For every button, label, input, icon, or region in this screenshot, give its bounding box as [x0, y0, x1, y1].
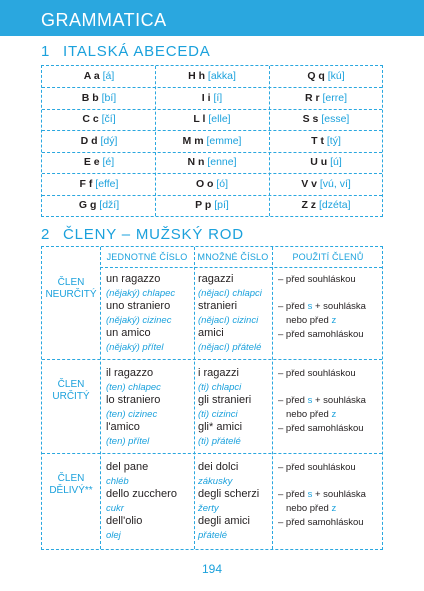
pronunciation: [elle]	[208, 113, 231, 125]
czech-translation: (ti) cizinci	[198, 408, 238, 420]
grid-divider	[42, 130, 382, 131]
grid-divider	[100, 267, 382, 268]
pronunciation: [í]	[213, 91, 223, 104]
letter: I i	[201, 91, 211, 104]
czech-translation: chléb	[106, 475, 129, 487]
grid-divider	[42, 453, 382, 454]
usage-text: nebo před	[286, 315, 332, 326]
letter: U u	[310, 156, 328, 168]
pronunciation: [enne]	[207, 156, 237, 168]
usage-line	[278, 300, 366, 314]
alphabet-cell	[157, 113, 267, 125]
czech-translation: (nějací) cizinci	[198, 314, 259, 326]
usage-line	[278, 488, 366, 502]
alphabet-cell	[271, 135, 381, 147]
alphabet-cell	[271, 113, 381, 125]
letter: N n	[187, 156, 205, 168]
row-label-definite	[42, 379, 100, 403]
usage-letter: z	[331, 409, 337, 420]
section-heading: ČLENY – MUŽSKÝ ROD	[63, 226, 244, 243]
row-label-line: ČLEN	[57, 379, 85, 390]
czech-translation: zákusky	[198, 475, 233, 487]
czech-translation: (nějací) chlapci	[198, 287, 262, 299]
section-number: 2	[41, 226, 51, 243]
alphabet-cell	[44, 92, 154, 104]
alphabet-cell	[157, 178, 267, 190]
pronunciation: [erre]	[322, 91, 348, 104]
italian-phrase: del pane	[106, 461, 149, 473]
usage-line: – před samohláskou	[278, 329, 364, 340]
alphabet-cell	[44, 199, 154, 211]
letter: H h	[188, 70, 205, 82]
header-usage: POUŽITÍ ČLENŮ	[292, 252, 364, 262]
alphabet-cell	[157, 92, 267, 104]
section-heading: ITALSKÁ ABECEDA	[63, 43, 211, 60]
italian-phrase: un ragazzo	[106, 273, 161, 285]
usage-line: – před souhláskou	[278, 462, 356, 473]
row-label-line: ČLEN	[57, 473, 85, 484]
section-title-articles	[41, 226, 244, 243]
usage-letter: s	[307, 489, 313, 500]
grid-divider	[269, 66, 270, 216]
letter: O o	[195, 177, 214, 190]
italian-phrase: lo straniero	[106, 394, 161, 406]
pronunciation: [pí]	[214, 199, 229, 211]
czech-translation: (nějací) přátelé	[198, 341, 262, 353]
usage-text: nebo před	[286, 503, 332, 514]
grid-divider	[100, 247, 101, 549]
letter: T t	[311, 134, 324, 147]
italian-phrase: dei dolci	[198, 461, 239, 473]
pronunciation: [kú]	[327, 70, 345, 82]
pronunciation: [tý]	[326, 134, 341, 147]
letter: G g	[78, 199, 97, 211]
alphabet-cell	[271, 156, 381, 168]
usage-cell	[278, 367, 366, 436]
plural-cell	[198, 461, 259, 542]
italian-phrase: uno straniero	[106, 300, 171, 312]
pronunciation: [dý]	[100, 134, 118, 147]
grid-divider	[155, 66, 156, 216]
letter: E e	[83, 156, 100, 168]
plural-cell	[198, 273, 262, 354]
usage-text: – před	[278, 395, 308, 406]
row-label-line: NEURČITÝ	[45, 289, 97, 300]
singular-cell	[106, 461, 177, 542]
usage-letter: z	[331, 315, 337, 326]
pronunciation: [ú]	[330, 156, 342, 168]
usage-line: – před samohláskou	[278, 423, 364, 434]
czech-translation: olej	[106, 529, 121, 541]
singular-cell	[106, 273, 175, 354]
czech-translation: (nějaký) chlapec	[106, 287, 176, 299]
alphabet-cell	[271, 178, 381, 190]
italian-phrase: l'amico	[106, 421, 140, 433]
pronunciation: [vú, ví]	[319, 177, 351, 190]
usage-text: nebo před	[286, 409, 332, 420]
grid-divider	[194, 247, 195, 549]
pronunciation: [ó]	[216, 177, 229, 190]
section-number: 1	[41, 43, 51, 60]
articles-table	[41, 246, 383, 550]
alphabet-cell	[44, 178, 154, 190]
usage-line	[278, 408, 366, 422]
letter: Z z	[301, 199, 317, 211]
pronunciation: [dží]	[99, 199, 120, 211]
usage-text: – před	[278, 301, 308, 312]
czech-translation: žerty	[198, 502, 219, 514]
italian-phrase: degli scherzi	[198, 488, 260, 500]
grid-divider	[42, 87, 382, 88]
italian-phrase: amici	[198, 327, 224, 339]
alphabet-cell	[44, 113, 154, 125]
usage-cell	[278, 273, 366, 342]
letter: S s	[302, 113, 319, 125]
letter: R r	[304, 91, 320, 104]
czech-translation: (ten) chlapec	[106, 381, 161, 393]
row-label-line: DĚLIVÝ**	[49, 485, 93, 496]
usage-letter: z	[331, 503, 337, 514]
alphabet-cell	[44, 156, 154, 168]
plural-cell	[198, 367, 251, 448]
italian-phrase: gli stranieri	[198, 394, 252, 406]
usage-text: + souhláska	[312, 301, 366, 312]
singular-cell	[106, 367, 161, 448]
pronunciation: [akka]	[207, 70, 236, 82]
alphabet-cell	[157, 135, 267, 147]
alphabet-cell	[44, 70, 154, 82]
usage-line	[278, 394, 366, 408]
row-label-partitive	[42, 473, 100, 497]
italian-phrase: degli amici	[198, 515, 250, 527]
czech-translation: (ti) přátelé	[198, 435, 241, 447]
italian-phrase: un amico	[106, 327, 151, 339]
row-label-line: URČITÝ	[52, 391, 90, 402]
czech-translation: (ten) přítel	[106, 435, 150, 447]
italian-phrase: ragazzi	[198, 273, 234, 285]
czech-translation: přátelé	[198, 529, 228, 541]
usage-text: + souhláska	[312, 395, 366, 406]
czech-translation: (ten) cizinec	[106, 408, 158, 420]
italian-phrase: gli* amici	[198, 421, 243, 433]
usage-text: – před	[278, 489, 308, 500]
grid-divider	[42, 152, 382, 153]
italian-phrase: i ragazzi	[198, 367, 239, 379]
letter: M m	[182, 134, 204, 147]
alphabet-cell	[271, 199, 381, 211]
header-plural: MNOŽNÉ ČÍSLO	[197, 252, 269, 262]
czech-translation: (nějaký) přítel	[106, 341, 164, 353]
italian-phrase: dello zucchero	[106, 488, 177, 500]
alphabet-cell	[271, 92, 381, 104]
alphabet-table	[41, 65, 383, 217]
usage-cell	[278, 461, 366, 530]
alphabet-cell	[44, 135, 154, 147]
alphabet-cell	[271, 70, 381, 82]
row-label-line: ČLEN	[57, 277, 85, 288]
header-bar	[0, 0, 424, 36]
usage-letter: s	[307, 301, 313, 312]
row-label-indefinite	[42, 277, 100, 301]
grid-divider	[42, 109, 382, 110]
letter: L l	[193, 113, 206, 125]
letter: F f	[79, 177, 93, 190]
grid-divider	[42, 359, 382, 360]
pronunciation: [dzéta]	[318, 199, 351, 211]
alphabet-cell	[157, 199, 267, 211]
usage-line	[278, 314, 366, 328]
pronunciation: [bí]	[101, 91, 117, 104]
czech-translation: (ti) chlapci	[198, 381, 242, 393]
czech-translation: cukr	[106, 502, 124, 514]
pronunciation: [á]	[102, 70, 115, 82]
usage-line: – před souhláskou	[278, 368, 356, 379]
letter: C c	[82, 113, 99, 125]
letter: D d	[80, 134, 98, 147]
letter: V v	[301, 177, 317, 190]
letter: A a	[83, 70, 100, 82]
pronunciation: [esse]	[321, 113, 350, 125]
header-singular: JEDNOTNÉ ČÍSLO	[106, 252, 188, 262]
italian-phrase: dell'olio	[106, 515, 143, 527]
section-title-alphabet	[41, 43, 211, 60]
usage-line: – před samohláskou	[278, 517, 364, 528]
usage-line	[278, 502, 366, 516]
alphabet-cell	[157, 70, 267, 82]
usage-letter: s	[307, 395, 313, 406]
czech-translation: (nějaký) cizinec	[106, 314, 172, 326]
page-number: 194	[201, 562, 223, 576]
italian-phrase: il ragazzo	[106, 367, 154, 379]
usage-text: + souhláska	[312, 489, 366, 500]
usage-line: – před souhláskou	[278, 274, 356, 285]
pronunciation: [čí]	[101, 113, 116, 125]
grid-divider	[42, 173, 382, 174]
grid-divider	[272, 247, 273, 549]
pronunciation: [emme]	[206, 134, 242, 147]
pronunciation: [effe]	[95, 177, 119, 190]
pronunciation: [é]	[102, 156, 115, 168]
italian-phrase: stranieri	[198, 300, 238, 312]
letter: B b	[81, 91, 99, 104]
letter: P p	[195, 199, 212, 211]
page-title: GRAMMATICA	[41, 10, 167, 30]
grid-divider	[42, 195, 382, 196]
letter: Q q	[307, 70, 325, 82]
alphabet-cell	[157, 156, 267, 168]
